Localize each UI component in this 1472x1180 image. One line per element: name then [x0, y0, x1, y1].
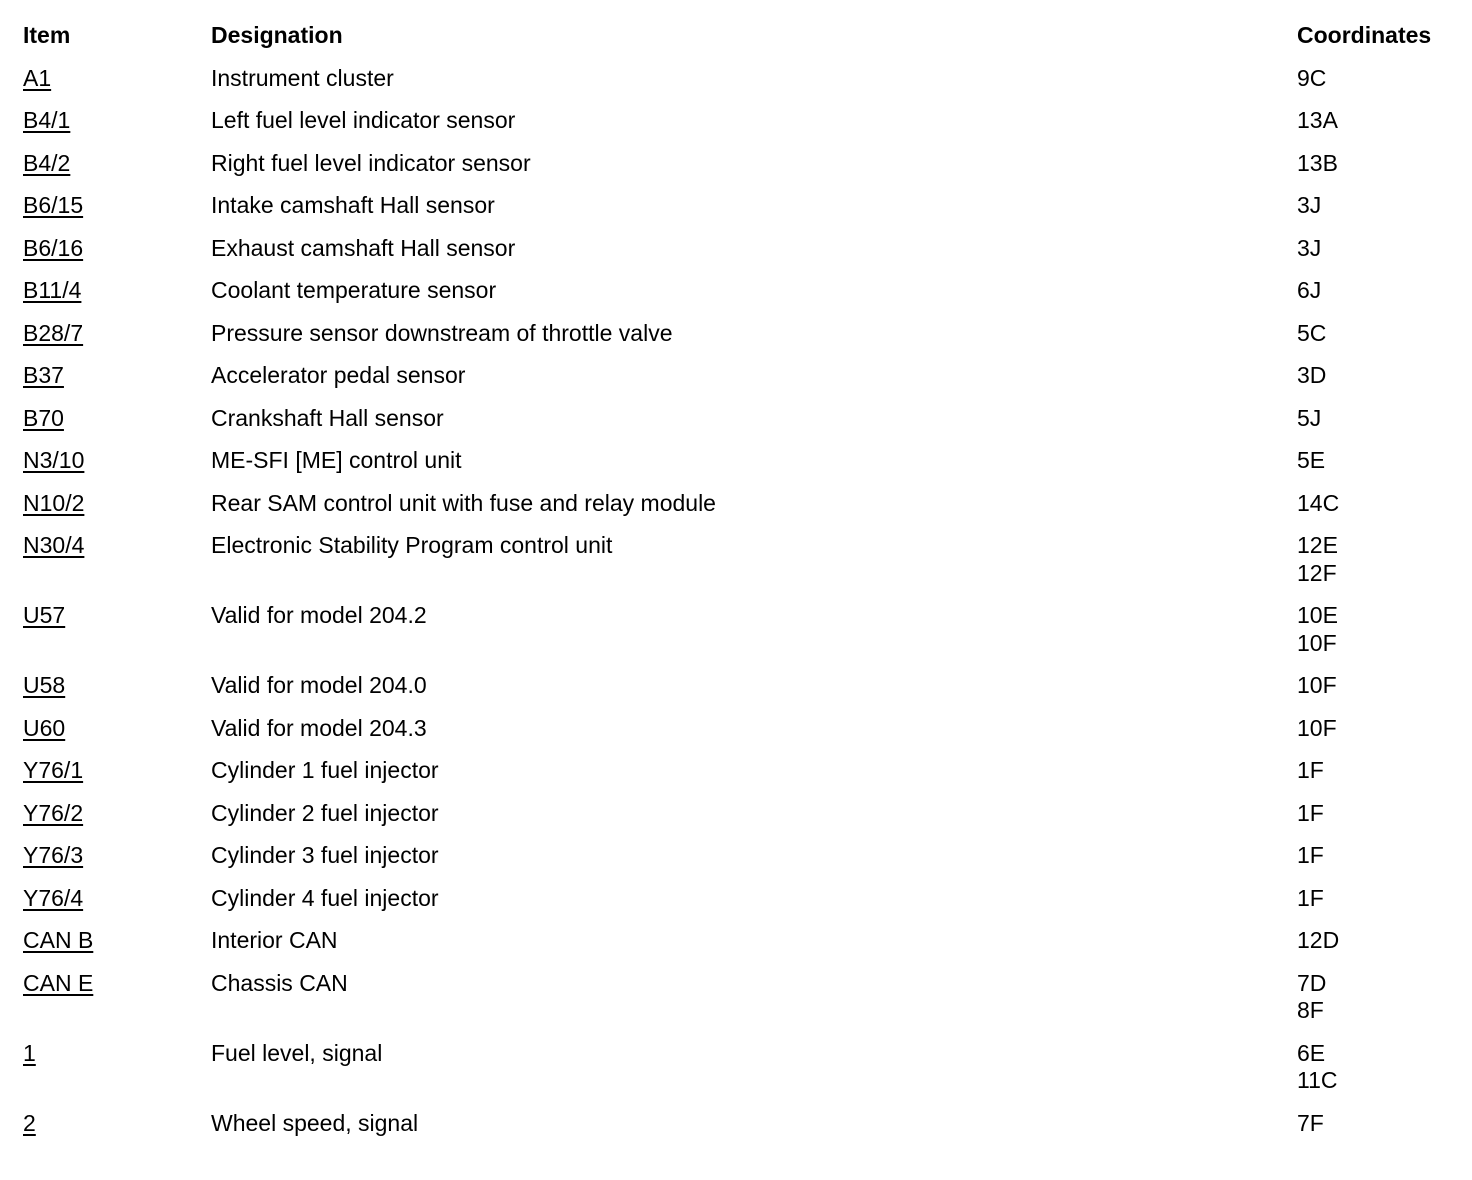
legend-table	[23, 22, 1453, 1152]
item-link[interactable]: N3/10	[23, 447, 85, 473]
coordinates-cell	[1297, 927, 1453, 955]
designation-cell: Wheel speed, signal	[211, 1109, 419, 1136]
item-link[interactable]: B4/1	[23, 107, 71, 133]
coordinate-value: 10E	[1297, 602, 1338, 628]
item-cell	[23, 447, 211, 475]
coordinates-cell	[1297, 532, 1453, 587]
coordinate-value: 3J	[1297, 192, 1322, 218]
item-link[interactable]: B6/15	[23, 192, 84, 218]
coordinate-value: 3D	[1297, 362, 1327, 388]
table-row	[23, 1040, 1453, 1095]
coordinates-cell	[1297, 235, 1453, 263]
coordinate-value: 6J	[1297, 277, 1322, 303]
designation-cell: Valid for model 204.2	[211, 602, 427, 628]
coordinate-value: 13B	[1297, 149, 1338, 176]
designation-cell: Cylinder 4 fuel injector	[211, 884, 439, 911]
item-cell	[23, 715, 211, 743]
item-link[interactable]: U58	[23, 672, 66, 698]
designation-cell: Left fuel level indicator sensor	[211, 107, 516, 133]
coordinate-value: 11C	[1297, 1067, 1338, 1093]
item-cell	[23, 490, 211, 518]
item-cell	[23, 362, 211, 390]
coordinate-value: 6E	[1297, 1039, 1326, 1066]
coordinate-value: 10F	[1297, 714, 1337, 741]
item-cell	[23, 672, 211, 700]
designation-cell: Valid for model 204.3	[211, 714, 427, 741]
table-row	[23, 150, 1453, 178]
coordinate-value: 1F	[1297, 842, 1324, 868]
coordinates-cell	[1297, 490, 1453, 518]
item-link[interactable]: Y76/1	[23, 757, 84, 783]
coordinates-cell	[1297, 107, 1453, 135]
item-cell	[23, 320, 211, 348]
coordinates-cell	[1297, 65, 1453, 93]
table-row	[23, 65, 1453, 93]
item-link[interactable]: N10/2	[23, 489, 85, 516]
item-cell	[23, 602, 211, 630]
item-cell	[23, 532, 211, 560]
table-row	[23, 490, 1453, 518]
item-link[interactable]: CAN E	[23, 969, 94, 996]
item-cell	[23, 800, 211, 828]
header-coordinates: Coordinates	[1297, 22, 1432, 48]
item-link[interactable]: U57	[23, 602, 66, 628]
designation-cell: Accelerator pedal sensor	[211, 362, 466, 388]
coordinates-cell	[1297, 970, 1453, 1025]
coordinate-value: 13A	[1297, 107, 1338, 133]
table-row	[23, 192, 1453, 220]
item-cell	[23, 107, 211, 135]
item-link[interactable]: Y76/2	[23, 799, 84, 826]
coordinate-value: 12F	[1297, 559, 1337, 586]
table-row	[23, 757, 1453, 785]
table-row	[23, 715, 1453, 743]
designation-cell: Cylinder 2 fuel injector	[211, 799, 439, 826]
item-cell	[23, 885, 211, 913]
coordinates-cell	[1297, 715, 1453, 743]
coordinates-cell	[1297, 192, 1453, 220]
coordinate-value: 5C	[1297, 319, 1327, 346]
table-row	[23, 800, 1453, 828]
coordinates-cell	[1297, 362, 1453, 390]
item-cell	[23, 1040, 211, 1068]
designation-cell: Crankshaft Hall sensor	[211, 404, 444, 431]
coordinate-value: 5J	[1297, 404, 1322, 431]
coordinate-value: 3J	[1297, 234, 1322, 261]
coordinate-value: 7D	[1297, 969, 1327, 996]
item-link[interactable]: B28/7	[23, 319, 84, 346]
table-row	[23, 842, 1453, 870]
item-cell	[23, 65, 211, 93]
item-link[interactable]: N30/4	[23, 532, 85, 558]
coordinate-value: 10F	[1297, 629, 1337, 656]
item-link[interactable]: U60	[23, 714, 66, 741]
designation-cell: Cylinder 1 fuel injector	[211, 757, 439, 783]
coordinates-cell	[1297, 672, 1453, 700]
item-cell	[23, 235, 211, 263]
table-row	[23, 107, 1453, 135]
item-cell	[23, 150, 211, 178]
designation-cell: Pressure sensor downstream of throttle valve	[211, 319, 673, 346]
coordinates-cell	[1297, 800, 1453, 828]
coordinate-value: 12D	[1297, 927, 1340, 953]
coordinate-value: 5E	[1297, 447, 1326, 473]
item-link[interactable]: B4/2	[23, 149, 71, 176]
table-row	[23, 235, 1453, 263]
coordinates-cell	[1297, 405, 1453, 433]
coordinate-value: 1F	[1297, 884, 1324, 911]
item-link[interactable]: B11/4	[23, 277, 82, 303]
designation-cell: Right fuel level indicator sensor	[211, 149, 531, 176]
item-link[interactable]: Y76/4	[23, 884, 84, 911]
coordinates-cell	[1297, 320, 1453, 348]
coordinate-value: 1F	[1297, 757, 1324, 783]
item-link[interactable]: A1	[23, 64, 52, 91]
designation-cell: Fuel level, signal	[211, 1039, 383, 1066]
item-link[interactable]: CAN B	[23, 927, 94, 953]
coordinate-value: 8F	[1297, 997, 1324, 1023]
designation-cell: Interior CAN	[211, 927, 338, 953]
coordinates-cell	[1297, 150, 1453, 178]
header-item: Item	[23, 22, 71, 48]
coordinates-cell	[1297, 757, 1453, 785]
coordinates-cell	[1297, 1110, 1453, 1138]
coordinates-cell	[1297, 447, 1453, 475]
coordinate-value: 10F	[1297, 672, 1337, 698]
coordinate-value: 9C	[1297, 64, 1327, 91]
header-row	[23, 22, 1453, 50]
item-link[interactable]: B37	[23, 362, 64, 388]
table-row	[23, 1110, 1453, 1138]
table-row	[23, 970, 1453, 1025]
legend-rows	[23, 65, 1453, 1138]
item-link[interactable]: B6/16	[23, 234, 84, 261]
coordinates-cell	[1297, 602, 1453, 657]
table-row	[23, 320, 1453, 348]
coordinate-value: 1F	[1297, 799, 1324, 826]
header-designation: Designation	[211, 22, 343, 48]
item-cell	[23, 1110, 211, 1138]
item-link[interactable]: B70	[23, 404, 64, 431]
item-cell	[23, 757, 211, 785]
coordinates-cell	[1297, 842, 1453, 870]
designation-cell: Coolant temperature sensor	[211, 277, 497, 303]
table-row	[23, 672, 1453, 700]
designation-cell: Valid for model 204.0	[211, 672, 427, 698]
table-row	[23, 602, 1453, 657]
item-cell	[23, 970, 211, 998]
designation-cell: Chassis CAN	[211, 969, 348, 996]
item-cell	[23, 405, 211, 433]
designation-cell: Electronic Stability Program control unit	[211, 532, 613, 558]
table-row	[23, 277, 1453, 305]
item-link[interactable]: 2	[23, 1109, 36, 1136]
coordinate-value: 14C	[1297, 489, 1340, 516]
coordinates-cell	[1297, 885, 1453, 913]
designation-cell: Cylinder 3 fuel injector	[211, 842, 439, 868]
table-row	[23, 362, 1453, 390]
coordinates-cell	[1297, 1040, 1453, 1095]
item-cell	[23, 927, 211, 955]
coordinate-value: 12E	[1297, 532, 1338, 558]
item-link[interactable]: 1	[23, 1039, 36, 1066]
coordinate-value: 7F	[1297, 1109, 1324, 1136]
designation-cell: ME-SFI [ME] control unit	[211, 447, 462, 473]
item-cell	[23, 277, 211, 305]
designation-cell: Instrument cluster	[211, 64, 394, 91]
item-link[interactable]: Y76/3	[23, 842, 84, 868]
coordinates-cell	[1297, 277, 1453, 305]
designation-cell: Exhaust camshaft Hall sensor	[211, 234, 516, 261]
table-row	[23, 405, 1453, 433]
table-row	[23, 927, 1453, 955]
table-row	[23, 532, 1453, 587]
designation-cell: Intake camshaft Hall sensor	[211, 192, 495, 218]
table-row	[23, 447, 1453, 475]
table-row	[23, 885, 1453, 913]
item-cell	[23, 192, 211, 220]
designation-cell: Rear SAM control unit with fuse and relay module	[211, 489, 716, 516]
item-cell	[23, 842, 211, 870]
